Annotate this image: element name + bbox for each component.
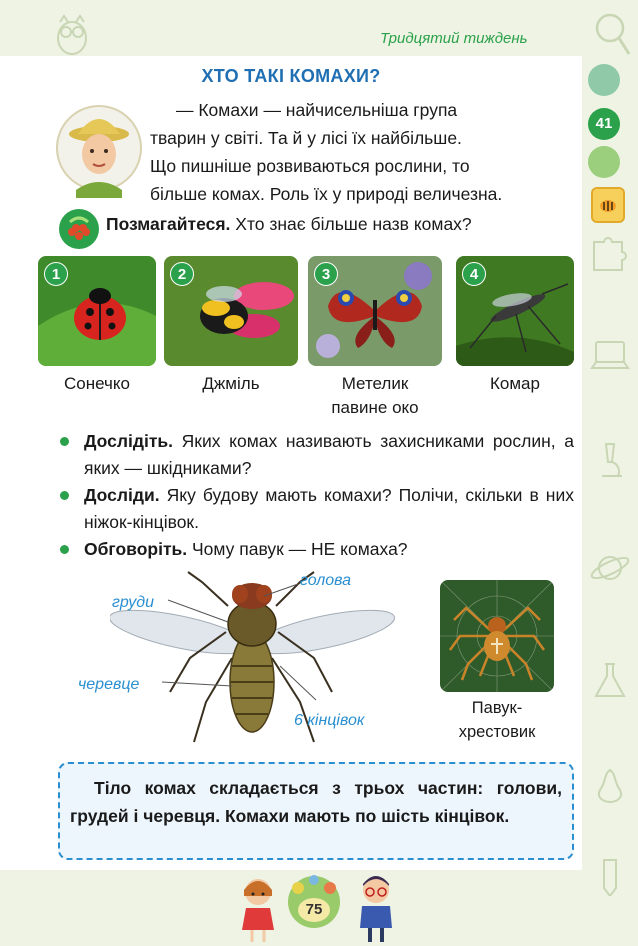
ladybug-photo	[38, 256, 156, 366]
girl-icon	[236, 874, 280, 942]
label-chest: груди	[112, 594, 154, 611]
side-tab-2[interactable]	[588, 146, 620, 178]
planet-icon	[588, 548, 632, 588]
peacock-butterfly-photo	[308, 256, 442, 366]
pencil-icon	[588, 856, 632, 896]
insect-caption	[308, 372, 442, 420]
caption-line: Павук-	[471, 699, 523, 717]
caption-line: павине око	[331, 398, 419, 417]
spider-photo	[440, 580, 554, 692]
caption-line: Метелик	[341, 374, 409, 393]
label-head: голова	[300, 572, 352, 589]
task-text: Чому павук — НЕ комаха?	[187, 539, 408, 559]
intro-line: тварин у світі. Та й у лісі їх найбільше.	[150, 128, 462, 148]
bee-card-icon[interactable]	[588, 186, 632, 226]
task-item	[64, 428, 574, 482]
intro-paragraph	[150, 96, 570, 208]
task-bold: Досліди.	[84, 485, 160, 505]
number-badge: 2	[170, 262, 194, 286]
intro-line: більше комах. Роль їх у природі величезна.	[150, 184, 503, 204]
task-list	[64, 428, 574, 563]
number-badge: 3	[314, 262, 338, 286]
side-tab-1[interactable]	[588, 64, 620, 96]
rule-text: Тіло комах складається з трьох частин: голови, грудей і черевця. Комахи мають по шість кінцівок.	[70, 778, 562, 826]
rowan-berries-icon	[58, 208, 100, 250]
intro-line: Що пишніше розвиваються рослини, то	[150, 156, 470, 176]
compete-task	[106, 214, 472, 235]
number-badge: 1	[44, 262, 68, 286]
puzzle-icon	[588, 234, 632, 274]
task-text: Яких комах називають захисниками рослин, а яких — шкідниками?	[84, 431, 574, 478]
task-item	[64, 536, 574, 563]
number-badge: 4	[462, 262, 486, 286]
rule-box	[58, 762, 574, 860]
compete-text: Хто знає більше назв комах?	[230, 214, 472, 234]
mosquito-photo	[456, 256, 574, 366]
pear-icon	[588, 764, 632, 804]
task-bold: Обговоріть.	[84, 539, 188, 559]
compete-bold: Позмагайтеся.	[106, 214, 231, 234]
flask-icon	[588, 660, 632, 700]
caption-line: Джміль	[202, 374, 260, 393]
caption-line: Сонечко	[64, 374, 130, 393]
bumblebee-photo	[164, 256, 298, 366]
insect-caption	[164, 372, 298, 396]
caption-line: хрестовик	[458, 723, 536, 741]
insect-caption	[456, 372, 574, 396]
intro-line: — Комахи — найчисельніша група	[176, 100, 458, 120]
page-title: ХТО ТАКІ КОМАХИ?	[201, 66, 381, 86]
spider-caption	[430, 696, 564, 744]
task-bold: Дослідіть.	[84, 431, 174, 451]
boy-explorer-avatar	[56, 98, 142, 198]
week-label: Тридцятий тиждень	[380, 30, 528, 47]
insect-caption	[38, 372, 156, 396]
microscope-icon	[588, 440, 632, 480]
page-number: 75	[296, 896, 332, 924]
task-text: Яку будову мають комахи? Полічи, скільки в них ніжок-кінцівок.	[84, 485, 574, 532]
task-item	[64, 482, 574, 536]
magnifier-icon	[592, 10, 632, 62]
laptop-icon	[588, 336, 632, 376]
label-abdomen: черевце	[78, 676, 140, 693]
caption-line: Комар	[490, 374, 540, 393]
owl-icon	[52, 12, 92, 56]
fly-diagram	[110, 562, 420, 762]
boy-with-glasses-icon	[354, 872, 398, 942]
lesson-number-badge[interactable]: 41	[588, 108, 620, 140]
label-limbs: 6 кінцівок	[294, 712, 365, 729]
